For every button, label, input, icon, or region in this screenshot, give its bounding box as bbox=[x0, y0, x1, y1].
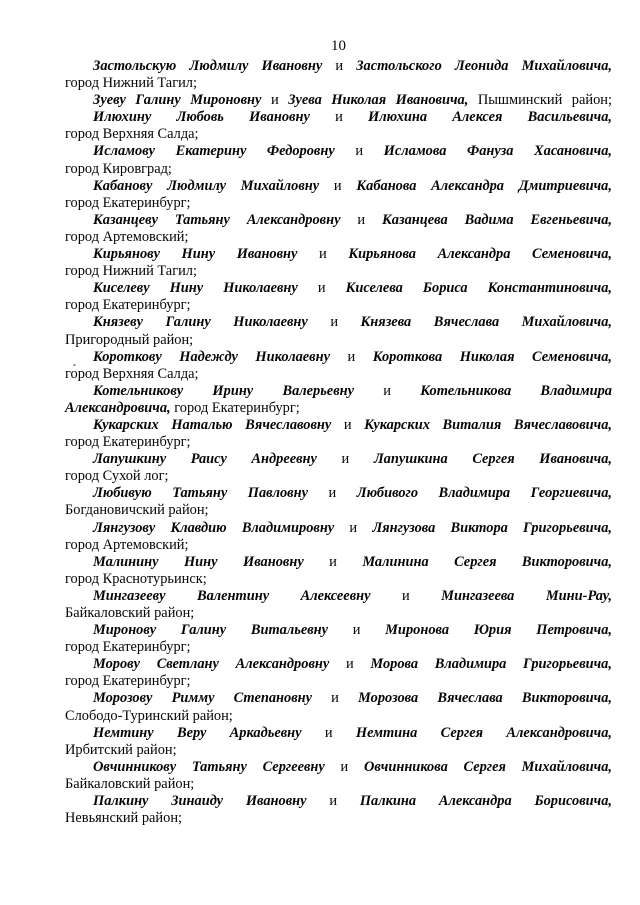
wife-name: Немтину Веру Аркадьевну bbox=[93, 724, 302, 741]
award-entry bbox=[65, 246, 612, 280]
wife-name: Котельникову Ирину Валерьевну bbox=[93, 382, 355, 399]
conjunction: и bbox=[340, 211, 383, 228]
entry-line bbox=[65, 742, 612, 759]
wife-name: Казанцеву Татьяну Александровну bbox=[93, 211, 341, 228]
award-entry bbox=[65, 793, 612, 827]
award-entry bbox=[65, 485, 612, 519]
award-entry bbox=[65, 520, 612, 554]
husband-name: Лянгузова Виктора Григорьевича, bbox=[372, 519, 612, 536]
husband-name: Зуева Николая Ивановича, bbox=[288, 92, 469, 109]
wife-name: Миронову Галину Витальевну bbox=[93, 622, 329, 639]
entry-line bbox=[65, 690, 612, 707]
page-number: 10 bbox=[331, 38, 346, 54]
entry-line bbox=[65, 92, 612, 109]
location: Байкаловский район; bbox=[65, 605, 195, 621]
wife-name: Короткову Надежду Николаевну bbox=[93, 348, 330, 365]
husband-name: Малинина Сергея Викторовича, bbox=[362, 553, 613, 570]
location: город Верхняя Салда; bbox=[65, 126, 199, 143]
entry-line bbox=[65, 656, 612, 673]
wife-name: Малинину Нину Ивановну bbox=[93, 553, 304, 570]
conjunction: и bbox=[309, 109, 369, 126]
conjunction: и bbox=[307, 314, 361, 331]
husband-name: Короткова Николая Семеновича, bbox=[372, 348, 612, 365]
entry-line bbox=[65, 263, 612, 280]
entry-line bbox=[65, 793, 612, 810]
award-entry bbox=[65, 417, 612, 451]
wife-name: Илюхину Любовь Ивановну bbox=[93, 109, 310, 126]
entry-line bbox=[65, 434, 612, 451]
conjunction: и bbox=[319, 177, 357, 194]
award-entry bbox=[65, 109, 612, 143]
conjunction: и bbox=[331, 416, 365, 433]
conjunction: и bbox=[307, 485, 357, 502]
location: Невьянский район; bbox=[65, 810, 183, 827]
award-entry bbox=[65, 554, 612, 588]
conjunction: и bbox=[301, 724, 356, 741]
award-entry bbox=[65, 314, 612, 348]
award-entry bbox=[65, 58, 612, 92]
award-entry bbox=[65, 656, 612, 690]
conjunction: и bbox=[303, 553, 363, 570]
entry-line bbox=[65, 554, 612, 571]
award-entry bbox=[65, 178, 612, 212]
award-entry bbox=[65, 212, 612, 246]
entry-line bbox=[65, 639, 612, 656]
location: Пышминский район; bbox=[468, 92, 612, 109]
award-entry bbox=[65, 690, 612, 724]
entry-line bbox=[65, 161, 612, 178]
wife-name: Морозову Римму Степановну bbox=[93, 690, 313, 707]
husband-name: Лапушкина Сергея Ивановича, bbox=[373, 451, 612, 468]
location: Слободо-Туринский район; bbox=[65, 707, 233, 724]
award-entry bbox=[65, 725, 612, 759]
entry-line bbox=[65, 673, 612, 690]
location: город Екатеринбург; bbox=[65, 639, 191, 656]
husband-name: Миронова Юрия Петровича, bbox=[385, 622, 612, 639]
conjunction: и bbox=[261, 92, 289, 109]
husband-name: Овчинникова Сергея Михайловича, bbox=[363, 758, 612, 775]
husband-name: Кабанова Александра Дмитриевича, bbox=[356, 177, 612, 194]
husband-name: Немтина Сергея Александровича, bbox=[355, 724, 612, 741]
conjunction: и bbox=[328, 622, 386, 639]
conjunction: и bbox=[370, 587, 442, 604]
conjunction: и bbox=[306, 793, 360, 810]
entry-line bbox=[65, 776, 612, 793]
location: город Сухой лог; bbox=[65, 468, 169, 485]
entry-line bbox=[65, 502, 612, 519]
award-entry bbox=[65, 280, 612, 314]
location: Пригородный район; bbox=[65, 331, 194, 348]
wife-name: Исламову Екатерину Федоровну bbox=[93, 143, 335, 160]
location: Богдановичский район; bbox=[65, 502, 209, 519]
husband-name: Морозова Вячеслава Викторовича, bbox=[358, 690, 612, 707]
husband-name: Котельникова Владимира bbox=[420, 382, 612, 399]
entry-line bbox=[65, 58, 612, 75]
conjunction: и bbox=[312, 690, 359, 707]
entry-line bbox=[65, 297, 612, 314]
wife-name: Кабанову Людмилу Михайловну bbox=[93, 177, 320, 194]
husband-name: Казанцева Вадима Евгеньевича, bbox=[382, 211, 612, 228]
wife-name: Кукарских Наталью Вячеславовну bbox=[93, 416, 332, 433]
location: город Екатеринбург; bbox=[65, 194, 191, 211]
location: город Нижний Тагил; bbox=[65, 263, 197, 280]
location: Байкаловский район; bbox=[65, 775, 195, 792]
entry-line bbox=[65, 451, 612, 468]
award-entry bbox=[65, 451, 612, 485]
entry-line bbox=[65, 126, 612, 143]
husband-name: Исламова Фануза Хасановича, bbox=[383, 143, 612, 160]
entry-line bbox=[65, 622, 612, 639]
husband-name: Кирьянова Александра Семеновича, bbox=[348, 246, 612, 263]
entry-line bbox=[65, 400, 612, 417]
entry-line bbox=[65, 229, 612, 246]
award-entry bbox=[65, 588, 612, 622]
award-entry bbox=[65, 349, 612, 383]
entry-line bbox=[65, 810, 612, 827]
entry-line bbox=[65, 332, 612, 349]
location: город Екатеринбург; bbox=[170, 399, 300, 416]
conjunction: и bbox=[329, 348, 373, 365]
wife-name: Лянгузову Клавдию Владимировну bbox=[93, 519, 335, 536]
wife-name: Любивую Татьяну Павловну bbox=[93, 485, 308, 502]
entry-line bbox=[65, 520, 612, 537]
location: город Екатеринбург; bbox=[65, 673, 191, 690]
location: город Екатеринбург; bbox=[65, 434, 191, 451]
conjunction: и bbox=[334, 143, 384, 160]
entry-line bbox=[65, 383, 612, 400]
conjunction: и bbox=[322, 58, 357, 74]
scan-artifact-dot bbox=[73, 364, 76, 366]
wife-name: Князеву Галину Николаевну bbox=[93, 314, 308, 331]
entry-line bbox=[65, 571, 612, 588]
wife-name: Кирьянову Нину Ивановну bbox=[93, 246, 298, 263]
entry-line bbox=[65, 349, 612, 366]
wife-name: Морову Светлану Александровну bbox=[93, 656, 330, 673]
entry-line bbox=[65, 314, 612, 331]
husband-name: Кукарских Виталия Вячеславовича, bbox=[364, 416, 612, 433]
husband-name: Мингазеева Мини-Рау, bbox=[441, 587, 612, 604]
entry-line bbox=[65, 75, 612, 92]
husband-name: Князева Вячеслава Михайловича, bbox=[360, 314, 613, 331]
award-entry bbox=[65, 759, 612, 793]
entry-line bbox=[65, 280, 612, 297]
entry-line bbox=[65, 605, 612, 622]
entry-line bbox=[65, 708, 612, 725]
entry-line bbox=[65, 195, 612, 212]
entry-line bbox=[65, 537, 612, 554]
location: город Краснотурьинск; bbox=[65, 570, 207, 587]
entry-line bbox=[65, 109, 612, 126]
entry-line bbox=[65, 468, 612, 485]
entry-line bbox=[65, 759, 612, 776]
location: город Нижний Тагил; bbox=[65, 75, 197, 92]
conjunction: и bbox=[334, 519, 373, 536]
wife-name: Палкину Зинаиду Ивановну bbox=[93, 793, 307, 810]
wife-name: Лапушкину Раису Андреевну bbox=[93, 451, 317, 468]
wife-name: Зуеву Галину Мироновну bbox=[93, 92, 262, 109]
wife-name: Овчинникову Татьяну Сергеевну bbox=[93, 758, 325, 775]
husband-name: Илюхина Алексея Васильевича, bbox=[368, 109, 612, 126]
location: город Екатеринбург; bbox=[65, 297, 191, 314]
conjunction: и bbox=[316, 451, 374, 468]
location: город Кировград; bbox=[65, 160, 172, 177]
location: город Артемовский; bbox=[65, 228, 189, 245]
husband-name: Палкина Александра Борисовича, bbox=[359, 793, 612, 810]
husband-name: Любивого Владимира Георгиевича, bbox=[356, 485, 612, 502]
wife-name: Киселеву Нину Николаевну bbox=[93, 280, 298, 297]
location: Ирбитский район; bbox=[65, 741, 177, 758]
husband-name: Морова Владимира Григорьевича, bbox=[370, 656, 612, 673]
entry-line bbox=[65, 588, 612, 605]
award-entry bbox=[65, 383, 612, 417]
entry-line bbox=[65, 143, 612, 160]
location: город Верхняя Салда; bbox=[65, 365, 199, 382]
entries-list bbox=[65, 58, 612, 827]
wife-name: Застольскую Людмилу Ивановну bbox=[93, 58, 323, 74]
husband-name: Застольского Леонида Михайловича, bbox=[356, 58, 612, 74]
entry-line bbox=[65, 246, 612, 263]
entry-line bbox=[65, 725, 612, 742]
location: город Артемовский; bbox=[65, 536, 189, 553]
wife-name: Мингазееву Валентину Алексеевну bbox=[93, 587, 371, 604]
conjunction: и bbox=[324, 758, 364, 775]
award-entry bbox=[65, 622, 612, 656]
conjunction: и bbox=[354, 382, 421, 399]
entry-line bbox=[65, 212, 612, 229]
husband-name: Киселева Бориса Константиновича, bbox=[345, 280, 612, 297]
entry-line bbox=[65, 417, 612, 434]
award-entry bbox=[65, 92, 612, 109]
entry-line bbox=[65, 366, 612, 383]
conjunction: и bbox=[297, 280, 346, 297]
conjunction: и bbox=[329, 656, 371, 673]
entry-line bbox=[65, 485, 612, 502]
conjunction: и bbox=[297, 246, 349, 263]
award-entry bbox=[65, 143, 612, 177]
husband-name: Александровича, bbox=[65, 399, 171, 416]
entry-line bbox=[65, 178, 612, 195]
